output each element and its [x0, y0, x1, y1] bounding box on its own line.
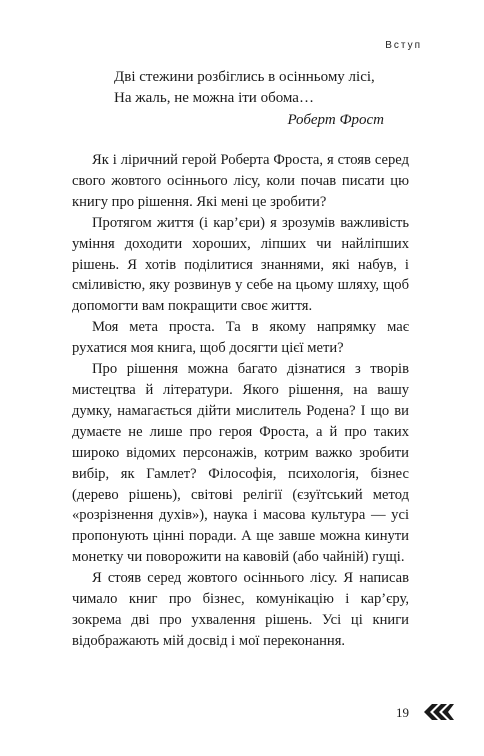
epigraph-line: Дві стежини розбіглись в осінньому лісі, — [114, 69, 375, 85]
paragraph: Про рішення можна багато дізнатися з творів мистецтва й літератури. Якого рішення, на вашу думку, намагається дійти мислитель Родена? І що ви думаєте не лише про героя Фроста, а й про таких широко відомих персонажів, котрим важко зробити вибір, як Гамлет? Філософія, психологія, бізнес (дерево рішень), світові релігії (єзуїтський метод «розрізнення духів»), наука і масова культура — усі пропонують цінні поради. А ще завше можна кинути монетку чи поворожити на кавовій (або чайній) гущі. — [72, 361, 409, 566]
epigraph-line: На жаль, не можна іти обома… — [114, 90, 314, 106]
paragraph: Я стояв серед жовтого осіннього лісу. Я написав чимало книг про бізнес, комунікацію і кар’єру, зокрема дві про ухвалення рішень. Усі ці книги відображають мій досвід і мої переконання. — [72, 570, 409, 649]
epigraph-author: Роберт Фрост — [287, 112, 384, 128]
epigraph — [114, 67, 384, 131]
paragraph: Як і ліричний герой Роберта Фроста, я стояв серед свого жовтого осіннього лісу, коли почав писати цю книгу про рішення. Які мені це зробити? — [72, 152, 409, 210]
double-chevron-left-icon — [420, 704, 454, 720]
running-head: Вступ — [385, 40, 422, 51]
paragraph: Моя мета проста. Та в якому напрямку має рухатися моя книга, щоб досягти цієї мети? — [72, 319, 409, 357]
paragraph: Протягом життя (і кар’єри) я зрозумів важливість уміння доходити хороших, ліпших чи найліпших рішень. Я хотів поділитися знаннями, які набув, і сміливістю, яку розвинув у себе на цьому шляху, щоб допомогти вам покращити своє життя. — [72, 214, 409, 315]
page-number: 19 — [396, 705, 409, 720]
body-text — [72, 150, 409, 652]
